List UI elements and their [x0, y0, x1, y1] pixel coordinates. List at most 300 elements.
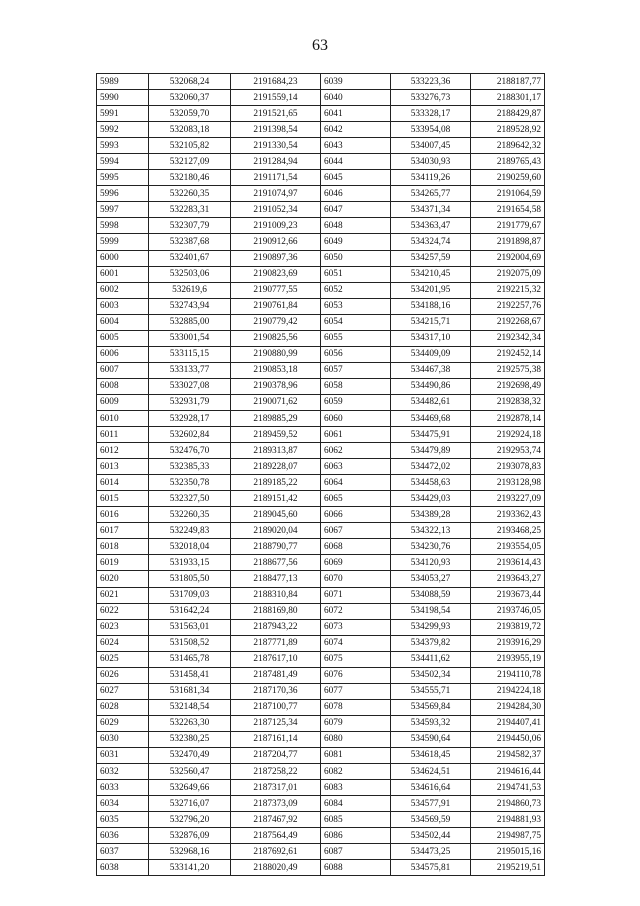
point-number: 6067 [321, 523, 391, 539]
y-coordinate: 2187125,34 [231, 715, 321, 731]
table-row [97, 523, 545, 539]
table-row [97, 747, 545, 763]
table-row [97, 699, 545, 715]
point-number: 6063 [321, 459, 391, 475]
point-number: 6020 [97, 571, 149, 587]
table-row [97, 346, 545, 362]
x-coordinate: 532327,50 [149, 491, 231, 507]
y-coordinate: 2189185,22 [231, 475, 321, 491]
x-coordinate: 534389,28 [391, 507, 471, 523]
y-coordinate: 2194224,18 [471, 683, 545, 699]
y-coordinate: 2189151,42 [231, 491, 321, 507]
y-coordinate: 2188301,17 [471, 90, 545, 106]
y-coordinate: 2193468,25 [471, 523, 545, 539]
y-coordinate: 2191009,23 [231, 218, 321, 234]
x-coordinate: 532560,47 [149, 764, 231, 780]
point-number: 6012 [97, 443, 149, 459]
y-coordinate: 2193362,43 [471, 507, 545, 523]
y-coordinate: 2188429,87 [471, 106, 545, 122]
point-number: 5993 [97, 138, 149, 154]
y-coordinate: 2193614,43 [471, 555, 545, 571]
table-row [97, 796, 545, 812]
point-number: 6035 [97, 812, 149, 828]
point-number: 6005 [97, 330, 149, 346]
y-coordinate: 2188020,49 [231, 860, 321, 876]
x-coordinate: 534569,59 [391, 812, 471, 828]
point-number: 6068 [321, 539, 391, 555]
point-number: 6071 [321, 587, 391, 603]
table-row [97, 74, 545, 90]
y-coordinate: 2191654,58 [471, 202, 545, 218]
point-number: 6044 [321, 154, 391, 170]
point-number: 6053 [321, 298, 391, 314]
x-coordinate: 532260,35 [149, 507, 231, 523]
table-row [97, 587, 545, 603]
point-number: 6014 [97, 475, 149, 491]
y-coordinate: 2187564,49 [231, 828, 321, 844]
x-coordinate: 531465,78 [149, 651, 231, 667]
x-coordinate: 533115,15 [149, 346, 231, 362]
y-coordinate: 2189885,29 [231, 410, 321, 426]
x-coordinate: 534215,71 [391, 314, 471, 330]
x-coordinate: 534569,84 [391, 699, 471, 715]
point-number: 6041 [321, 106, 391, 122]
x-coordinate: 532263,30 [149, 715, 231, 731]
table-row [97, 555, 545, 571]
x-coordinate: 532307,79 [149, 218, 231, 234]
table-row [97, 394, 545, 410]
point-number: 6018 [97, 539, 149, 555]
x-coordinate: 534120,93 [391, 555, 471, 571]
point-number: 6022 [97, 603, 149, 619]
point-number: 6001 [97, 266, 149, 282]
y-coordinate: 2194110,78 [471, 667, 545, 683]
x-coordinate: 534119,26 [391, 170, 471, 186]
x-coordinate: 532105,82 [149, 138, 231, 154]
table-row [97, 507, 545, 523]
point-number: 5998 [97, 218, 149, 234]
x-coordinate: 534593,32 [391, 715, 471, 731]
x-coordinate: 534409,09 [391, 346, 471, 362]
y-coordinate: 2192575,38 [471, 362, 545, 378]
x-coordinate: 532260,35 [149, 186, 231, 202]
x-coordinate: 534201,95 [391, 282, 471, 298]
table-row [97, 619, 545, 635]
x-coordinate: 534007,45 [391, 138, 471, 154]
point-number: 6013 [97, 459, 149, 475]
x-coordinate: 534555,71 [391, 683, 471, 699]
point-number: 6039 [321, 74, 391, 90]
point-number: 6021 [97, 587, 149, 603]
x-coordinate: 534618,45 [391, 747, 471, 763]
table-row [97, 475, 545, 491]
point-number: 6087 [321, 844, 391, 860]
x-coordinate: 532385,33 [149, 459, 231, 475]
y-coordinate: 2188310,84 [231, 587, 321, 603]
x-coordinate: 531508,52 [149, 635, 231, 651]
x-coordinate: 534469,68 [391, 410, 471, 426]
point-number: 6083 [321, 780, 391, 796]
y-coordinate: 2195219,51 [471, 860, 545, 876]
x-coordinate: 532885,00 [149, 314, 231, 330]
table-row [97, 651, 545, 667]
table-row [97, 812, 545, 828]
y-coordinate: 2192342,34 [471, 330, 545, 346]
y-coordinate: 2193746,05 [471, 603, 545, 619]
y-coordinate: 2190259,60 [471, 170, 545, 186]
x-coordinate: 534088,59 [391, 587, 471, 603]
point-number: 6010 [97, 410, 149, 426]
point-number: 6017 [97, 523, 149, 539]
y-coordinate: 2187317,01 [231, 780, 321, 796]
y-coordinate: 2190761,84 [231, 298, 321, 314]
y-coordinate: 2190853,18 [231, 362, 321, 378]
point-number: 6038 [97, 860, 149, 876]
point-number: 6070 [321, 571, 391, 587]
table-row [97, 170, 545, 186]
point-number: 6079 [321, 715, 391, 731]
table-row [97, 314, 545, 330]
x-coordinate: 534317,10 [391, 330, 471, 346]
x-coordinate: 534257,59 [391, 250, 471, 266]
table-row [97, 491, 545, 507]
y-coordinate: 2192004,69 [471, 250, 545, 266]
x-coordinate: 532931,79 [149, 394, 231, 410]
point-number: 6032 [97, 764, 149, 780]
table-row [97, 635, 545, 651]
point-number: 6057 [321, 362, 391, 378]
point-number: 5996 [97, 186, 149, 202]
x-coordinate: 534590,64 [391, 731, 471, 747]
x-coordinate: 532060,37 [149, 90, 231, 106]
x-coordinate: 534230,76 [391, 539, 471, 555]
x-coordinate: 534363,47 [391, 218, 471, 234]
y-coordinate: 2187467,92 [231, 812, 321, 828]
point-number: 6074 [321, 635, 391, 651]
y-coordinate: 2189642,32 [471, 138, 545, 154]
point-number: 6078 [321, 699, 391, 715]
point-number: 6027 [97, 683, 149, 699]
y-coordinate: 2194582,37 [471, 747, 545, 763]
y-coordinate: 2190777,55 [231, 282, 321, 298]
x-coordinate: 532387,68 [149, 234, 231, 250]
x-coordinate: 533141,20 [149, 860, 231, 876]
point-number: 6031 [97, 747, 149, 763]
point-number: 6006 [97, 346, 149, 362]
y-coordinate: 2188169,80 [231, 603, 321, 619]
x-coordinate: 533133,77 [149, 362, 231, 378]
y-coordinate: 2191330,54 [231, 138, 321, 154]
y-coordinate: 2189045,60 [231, 507, 321, 523]
y-coordinate: 2187373,09 [231, 796, 321, 812]
table-row [97, 410, 545, 426]
x-coordinate: 532602,84 [149, 427, 231, 443]
x-coordinate: 532928,17 [149, 410, 231, 426]
point-number: 6028 [97, 699, 149, 715]
y-coordinate: 2189228,07 [231, 459, 321, 475]
y-coordinate: 2192268,67 [471, 314, 545, 330]
point-number: 6086 [321, 828, 391, 844]
y-coordinate: 2187481,49 [231, 667, 321, 683]
point-number: 6085 [321, 812, 391, 828]
point-number: 6049 [321, 234, 391, 250]
point-number: 6036 [97, 828, 149, 844]
x-coordinate: 532796,20 [149, 812, 231, 828]
x-coordinate: 533954,08 [391, 122, 471, 138]
x-coordinate: 534198,54 [391, 603, 471, 619]
point-number: 6019 [97, 555, 149, 571]
x-coordinate: 534624,51 [391, 764, 471, 780]
y-coordinate: 2189765,43 [471, 154, 545, 170]
y-coordinate: 2190912,66 [231, 234, 321, 250]
point-number: 6059 [321, 394, 391, 410]
y-coordinate: 2194407,41 [471, 715, 545, 731]
x-coordinate: 534467,38 [391, 362, 471, 378]
point-number: 5999 [97, 234, 149, 250]
y-coordinate: 2189528,92 [471, 122, 545, 138]
y-coordinate: 2193554,05 [471, 539, 545, 555]
x-coordinate: 532018,04 [149, 539, 231, 555]
y-coordinate: 2194450,06 [471, 731, 545, 747]
y-coordinate: 2192953,74 [471, 443, 545, 459]
x-coordinate: 534475,91 [391, 427, 471, 443]
table-row [97, 764, 545, 780]
point-number: 6066 [321, 507, 391, 523]
table-row [97, 90, 545, 106]
point-number: 6002 [97, 282, 149, 298]
y-coordinate: 2187771,89 [231, 635, 321, 651]
point-number: 6054 [321, 314, 391, 330]
x-coordinate: 532148,54 [149, 699, 231, 715]
table-row [97, 539, 545, 555]
y-coordinate: 2192838,32 [471, 394, 545, 410]
point-number: 6034 [97, 796, 149, 812]
y-coordinate: 2192698,49 [471, 378, 545, 394]
x-coordinate: 534458,63 [391, 475, 471, 491]
x-coordinate: 534299,93 [391, 619, 471, 635]
point-number: 6024 [97, 635, 149, 651]
point-number: 6011 [97, 427, 149, 443]
point-number: 6009 [97, 394, 149, 410]
x-coordinate: 532283,31 [149, 202, 231, 218]
x-coordinate: 534577,91 [391, 796, 471, 812]
y-coordinate: 2192924,18 [471, 427, 545, 443]
table-row [97, 459, 545, 475]
point-number: 6076 [321, 667, 391, 683]
table-row [97, 202, 545, 218]
y-coordinate: 2193078,83 [471, 459, 545, 475]
point-number: 6042 [321, 122, 391, 138]
table-row [97, 186, 545, 202]
point-number: 6030 [97, 731, 149, 747]
y-coordinate: 2190825,56 [231, 330, 321, 346]
point-number: 6061 [321, 427, 391, 443]
point-number: 6084 [321, 796, 391, 812]
x-coordinate: 533223,36 [391, 74, 471, 90]
x-coordinate: 532401,67 [149, 250, 231, 266]
y-coordinate: 2192075,09 [471, 266, 545, 282]
y-coordinate: 2188477,13 [231, 571, 321, 587]
point-number: 6016 [97, 507, 149, 523]
point-number: 6077 [321, 683, 391, 699]
y-coordinate: 2190897,36 [231, 250, 321, 266]
x-coordinate: 532127,09 [149, 154, 231, 170]
y-coordinate: 2189313,87 [231, 443, 321, 459]
x-coordinate: 532350,78 [149, 475, 231, 491]
y-coordinate: 2191398,54 [231, 122, 321, 138]
y-coordinate: 2188790,77 [231, 539, 321, 555]
x-coordinate: 534472,02 [391, 459, 471, 475]
point-number: 6082 [321, 764, 391, 780]
y-coordinate: 2191064,59 [471, 186, 545, 202]
point-number: 6060 [321, 410, 391, 426]
y-coordinate: 2191684,23 [231, 74, 321, 90]
coordinates-table [96, 73, 545, 876]
x-coordinate: 532876,09 [149, 828, 231, 844]
table-row [97, 298, 545, 314]
y-coordinate: 2194284,30 [471, 699, 545, 715]
y-coordinate: 2189020,04 [231, 523, 321, 539]
x-coordinate: 532249,83 [149, 523, 231, 539]
point-number: 6025 [97, 651, 149, 667]
point-number: 6080 [321, 731, 391, 747]
y-coordinate: 2187170,36 [231, 683, 321, 699]
point-number: 6047 [321, 202, 391, 218]
y-coordinate: 2193673,44 [471, 587, 545, 603]
x-coordinate: 531805,50 [149, 571, 231, 587]
y-coordinate: 2192878,14 [471, 410, 545, 426]
x-coordinate: 534490,86 [391, 378, 471, 394]
point-number: 6051 [321, 266, 391, 282]
y-coordinate: 2187692,61 [231, 844, 321, 860]
table-row [97, 218, 545, 234]
x-coordinate: 534324,74 [391, 234, 471, 250]
x-coordinate: 534265,77 [391, 186, 471, 202]
x-coordinate: 531458,41 [149, 667, 231, 683]
y-coordinate: 2191052,34 [231, 202, 321, 218]
table-row [97, 571, 545, 587]
y-coordinate: 2190378,96 [231, 378, 321, 394]
x-coordinate: 531933,15 [149, 555, 231, 571]
y-coordinate: 2194881,93 [471, 812, 545, 828]
y-coordinate: 2192452,14 [471, 346, 545, 362]
y-coordinate: 2187258,22 [231, 764, 321, 780]
x-coordinate: 534411,62 [391, 651, 471, 667]
x-coordinate: 532180,46 [149, 170, 231, 186]
point-number: 6015 [97, 491, 149, 507]
point-number: 5992 [97, 122, 149, 138]
y-coordinate: 2188677,56 [231, 555, 321, 571]
x-coordinate: 532503,06 [149, 266, 231, 282]
point-number: 6055 [321, 330, 391, 346]
table-row [97, 122, 545, 138]
table-row [97, 844, 545, 860]
point-number: 6081 [321, 747, 391, 763]
point-number: 6088 [321, 860, 391, 876]
x-coordinate: 532470,49 [149, 747, 231, 763]
y-coordinate: 2190071,62 [231, 394, 321, 410]
y-coordinate: 2192257,76 [471, 298, 545, 314]
table-row [97, 780, 545, 796]
x-coordinate: 534429,03 [391, 491, 471, 507]
x-coordinate: 532476,70 [149, 443, 231, 459]
x-coordinate: 532083,18 [149, 122, 231, 138]
table-row [97, 154, 545, 170]
point-number: 5997 [97, 202, 149, 218]
table-row [97, 282, 545, 298]
x-coordinate: 534030,93 [391, 154, 471, 170]
x-coordinate: 534210,45 [391, 266, 471, 282]
x-coordinate: 532743,94 [149, 298, 231, 314]
table-row [97, 250, 545, 266]
x-coordinate: 532068,24 [149, 74, 231, 90]
point-number: 6026 [97, 667, 149, 683]
x-coordinate: 531681,34 [149, 683, 231, 699]
point-number: 6007 [97, 362, 149, 378]
x-coordinate: 534379,82 [391, 635, 471, 651]
y-coordinate: 2188187,77 [471, 74, 545, 90]
x-coordinate: 534502,44 [391, 828, 471, 844]
point-number: 6075 [321, 651, 391, 667]
y-coordinate: 2187204,77 [231, 747, 321, 763]
y-coordinate: 2193916,29 [471, 635, 545, 651]
point-number: 6000 [97, 250, 149, 266]
point-number: 5994 [97, 154, 149, 170]
point-number: 6004 [97, 314, 149, 330]
x-coordinate: 532380,25 [149, 731, 231, 747]
point-number: 6069 [321, 555, 391, 571]
point-number: 6033 [97, 780, 149, 796]
point-number: 6023 [97, 619, 149, 635]
point-number: 6072 [321, 603, 391, 619]
y-coordinate: 2193819,72 [471, 619, 545, 635]
x-coordinate: 532619,6 [149, 282, 231, 298]
x-coordinate: 531642,24 [149, 603, 231, 619]
point-number: 6052 [321, 282, 391, 298]
table-row [97, 443, 545, 459]
table-row [97, 683, 545, 699]
point-number: 6073 [321, 619, 391, 635]
y-coordinate: 2194741,53 [471, 780, 545, 796]
table-row [97, 234, 545, 250]
point-number: 6062 [321, 443, 391, 459]
x-coordinate: 533001,54 [149, 330, 231, 346]
y-coordinate: 2190779,42 [231, 314, 321, 330]
point-number: 5995 [97, 170, 149, 186]
y-coordinate: 2194860,73 [471, 796, 545, 812]
table-row [97, 106, 545, 122]
y-coordinate: 2187100,77 [231, 699, 321, 715]
point-number: 6064 [321, 475, 391, 491]
x-coordinate: 534473,25 [391, 844, 471, 860]
point-number: 5991 [97, 106, 149, 122]
table-row [97, 603, 545, 619]
point-number: 6046 [321, 186, 391, 202]
y-coordinate: 2191521,65 [231, 106, 321, 122]
y-coordinate: 2193643,27 [471, 571, 545, 587]
x-coordinate: 534053,27 [391, 571, 471, 587]
table-row [97, 266, 545, 282]
table-row [97, 138, 545, 154]
x-coordinate: 533328,17 [391, 106, 471, 122]
point-number: 6040 [321, 90, 391, 106]
x-coordinate: 532649,66 [149, 780, 231, 796]
x-coordinate: 534575,81 [391, 860, 471, 876]
y-coordinate: 2187161,14 [231, 731, 321, 747]
page-number: 63 [312, 37, 328, 54]
y-coordinate: 2189459,52 [231, 427, 321, 443]
x-coordinate: 534616,64 [391, 780, 471, 796]
